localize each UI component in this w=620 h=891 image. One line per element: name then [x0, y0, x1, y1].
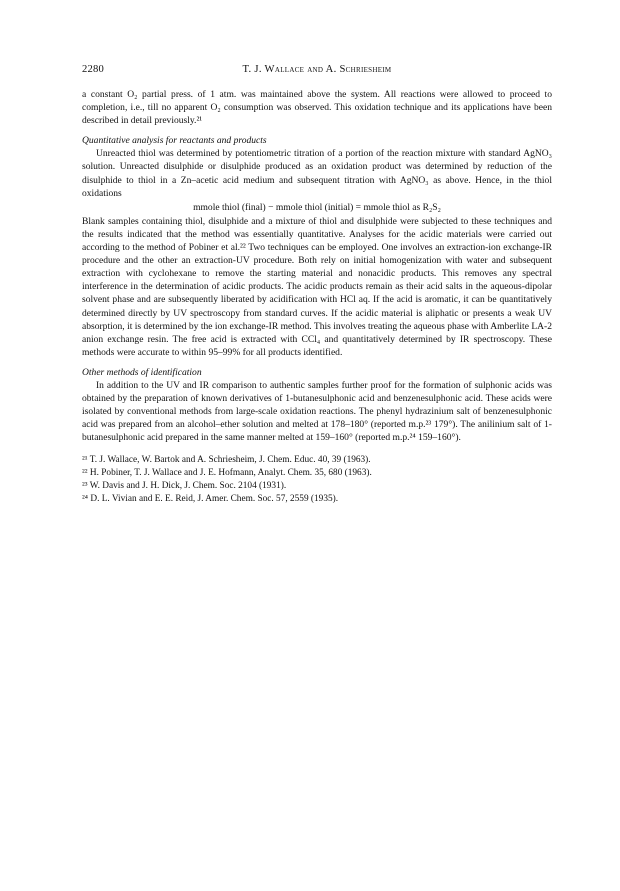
- page-header: [82, 64, 552, 80]
- paragraph-acid-analysis: Blank samples containing thiol, disulphide and a mixture of thiol and disulphide were subjected to these techniques and the results indicated that the method was essentially quantitative. Analyses for the acidic materials were carried out according to the method of Pobiner et al.²² Two techniques can be employed. One involves an extraction-ion exchange-IR procedure and the other an extraction-UV procedure. Both rely on initial homogenization with water and subsequent extraction with cyclohexane to remove the starting material and nonacidic products. This removes any spectral interference in the determination of acidic products. The acidic products remain as their acid salts in the aqueous-dipolar solvent phase and are subsequently liberated by acidification with HCl aq. If the acid is aromatic, it can be quantitatively determined directly by UV spectroscopy from standard curves. If the acidic material is aliphatic or presents a weak UV absorption, it is determined by the ion exchange-IR method. This involves treating the aqueous phase with Amberlite LA-2 anion exchange resin. The free acid is extracted with CCl₄ and quantitatively determined by IR spectroscopy. These methods were accurate to within 95–99% for all products identified.: [82, 215, 552, 358]
- footnote-23: ²³ W. Davis and J. H. Dick, J. Chem. Soc. 2104 (1931).: [82, 481, 287, 492]
- footnote-21: ²¹ T. J. Wallace, W. Bartok and A. Schriesheim, J. Chem. Educ. 40, 39 (1963).: [82, 455, 371, 466]
- section-heading-other-methods: Other methods of identification: [82, 366, 202, 378]
- page-number: 2280: [82, 64, 104, 75]
- running-title: T. J. Wallace and A. Schriesheim: [242, 64, 392, 75]
- footnote-22: ²² H. Pobiner, T. J. Wallace and J. E. Hofmann, Analyt. Chem. 35, 680 (1963).: [82, 468, 372, 479]
- paragraph-thiol-determination: Unreacted thiol was determined by potentiometric titration of a portion of the reaction mixture with standard AgNO₃ solution. Unreacted disulphide or disulphide produced as an oxidation product was determined by reduction of the disulphide to thiol in a Zn–acetic acid medium and subsequent titration with AgNO₃ as above. Hence, in the thiol oxidations: [82, 148, 552, 199]
- footnote-24: ²⁴ D. L. Vivian and E. E. Reid, J. Amer. Chem. Soc. 57, 2559 (1935).: [82, 494, 339, 505]
- equation-thiol-balance: mmole thiol (final) − mmole thiol (initial) = mmole thiol as R₂S₂: [193, 201, 441, 213]
- section-heading-quantitative-analysis: Quantitative analysis for reactants and products: [82, 135, 267, 147]
- article-body: [82, 88, 552, 506]
- footnotes: [82, 454, 552, 506]
- paragraph-identification: In addition to the UV and IR comparison to authentic samples further proof for the formation of sulphonic acids was obtained by the preparation of known derivatives of 1-butanesulphonic acid and benzenesulphonic acid. These acids were isolated by conventional methods from large-scale oxidation reactions. The phenyl hydrazinium salt of benzenesulphonic acid was prepared from an alcohol–ether solution and melted at 178–180° (reported m.p.²³ 179°). The anilinium salt of 1-butanesulphonic acid prepared in the same manner melted at 159–160° (reported m.p.²⁴ 159–160°).: [82, 379, 552, 444]
- paragraph-intro: a constant O₂ partial press. of 1 atm. was maintained above the system. All reactions were allowed to proceed to completion, i.e., till no apparent O₂ consumption was observed. This oxidation technique and its applications have been described in detail previously.²¹: [82, 89, 552, 127]
